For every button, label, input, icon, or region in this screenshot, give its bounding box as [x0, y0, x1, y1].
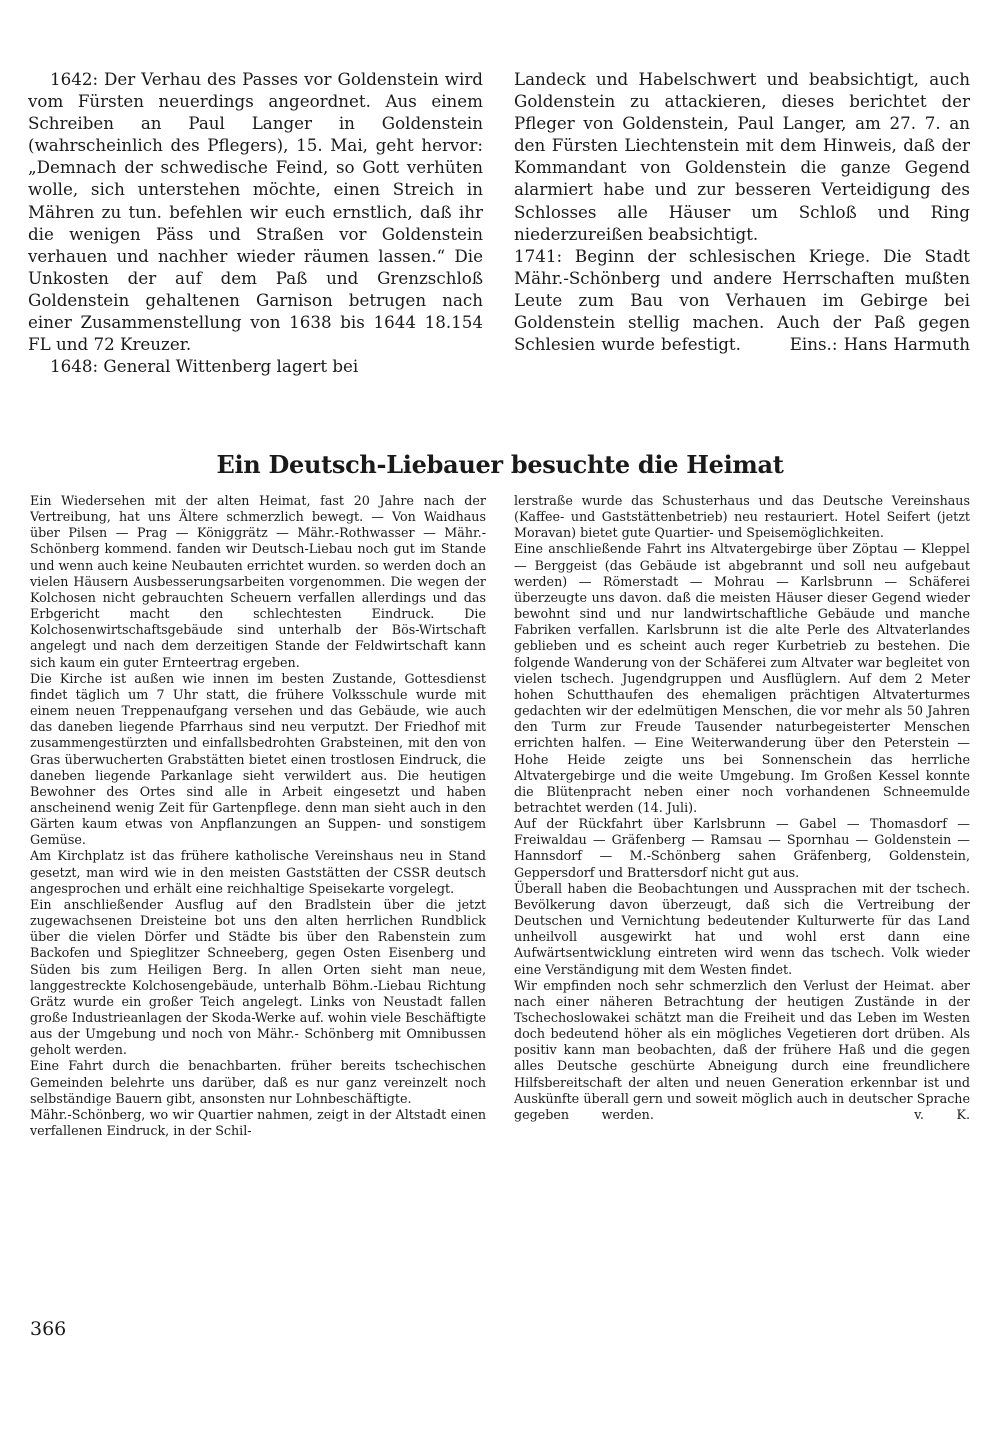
article2-right-column	[514, 493, 970, 1313]
article2-paragraph: Eine Fahrt durch die benachbarten. früher bereits tschechischen Gemeinden belehrte uns darüber, daß es nur ganz vereinzelt noch selbständige Bauern gibt, ansonsten nur Lohnbeschäftigte.	[30, 1058, 486, 1106]
article1-paragraph: 1741: Beginn der schlesischen Kriege. Die Stadt Mähr.-Schönberg und andere Herrschaften mußten Leute zum Bau von Verhauen im Gebirge bei Goldenstein stellig machen. Auch der Paß gegen Schlesien wurde befestigt.	[514, 245, 970, 355]
article2-paragraph: Wir empfinden noch sehr schmerzlich den Verlust der Heimat. aber nach einer näheren Betrachtung der heutigen Zustände in der Tschechoslowakei schätzt man die Freiheit und das Leben im Westen doch bedeutend höher als ein mögliches Vegetieren dort drüben. Als positiv kann man beobachten, daß der frühere Haß und die gegen alles Deutsche geschürte Abneigung durch eine freundlichere Hilfsbereitschaft der alten und neuen Generation erkennbar ist und Auskünfte überall gern und soweit möglich auch in deutscher Sprache gegeben werden.	[514, 977, 970, 1122]
article2-paragraph: Eine anschließende Fahrt ins Altvatergebirge über Zöptau — Kleppel — Berggeist (das Gebäude ist abgebrannt und soll neu aufgebaut werden) — Römerstadt — Mohrau — Karlsbrunn — Schäferei überzeugte uns davon. daß die meisten Häuser dieser Gegend wieder bewohnt sind und nur landwirtschaftliche Gebäude und manche Fabriken verfallen. Karlsbrunn ist die alte Perle des Altvaterlandes geblieben und es scheint auch reger Kurbetrieb zu bestehen. Die folgende Wanderung von der Schäferei zum Altvater war begleitet von vielen tschech. Jugendgruppen und Ausflüglern. Auf dem 2 Meter hohen Schutthaufen des ehemaligen prächtigen Altvaterturmes gedachten wir der edelmütigen Menschen, die vor mehr als 50 Jahren den Turm zur Freude Tausender naturbegeisterter Menschen errichten halfen. — Eine Weiterwanderung über den Peterstein — Hohe Heide zeigte uns bei Sonnenschein das herrliche Altvatergebirge und die weite Umgebung. Im Großen Kessel konnte die Blütenpracht neben einer noch vorhandenen Schneemulde betrachtet werden (14. Juli).	[514, 541, 970, 815]
article1-paragraph: 1642: Der Verhau des Passes vor Goldenstein wird vom Fürsten neuerdings angeordnet. Aus einem Schreiben an Paul Langer in Goldenstein (wahrscheinlich des Pflegers), 15. Mai, geht hervor: „Demnach der schwedische Feind, so Gott verhüten wolle, sich unterstehen möchte, einen Streich in Mähren zu tun. befehlen wir euch ernstlich, daß ihr die wenigen Päss und Straßen vor Goldenstein verhauen und nachher wieder räumen lassen.“ Die Unkosten der auf dem Paß und Grenzschloß Goldenstein gehaltenen Garnison betrugen nach einer Zusammenstellung von 1638 bis 1644 18.154 FL und 72 Kreuzer.	[28, 69, 483, 355]
article2-signature: v. K.	[914, 1106, 970, 1122]
article1-paragraph-with-signature	[514, 245, 970, 355]
article2-paragraph: Mähr.-Schönberg, wo wir Quartier nahmen, zeigt in der Altstadt einen verfallenen Eindruck, in der Schil-	[30, 1106, 486, 1139]
article2-paragraph: lerstraße wurde das Schusterhaus und das Deutsche Vereinshaus (Kaffee- und Gaststättenbetrieb) neu restauriert. Hotel Seifert (jetzt Moravan) bietet gute Quartier- und Speisemöglichkeiten.	[514, 493, 970, 541]
article1-paragraph: Landeck und Habelschwert und beabsichtigt, auch Goldenstein zu attackieren, dieses berichtet der Pfleger von Goldenstein, Paul Langer, am 27. 7. an den Fürsten Liechtenstein mit dem Hinweis, daß der Kommandant von Goldenstein die ganze Gegend alarmiert habe und zur besseren Verteidigung des Schlosses alle Häuser um Schloß und Ring niederzureißen beabsichtigt.	[514, 69, 970, 244]
article2-paragraph: Am Kirchplatz ist das frühere katholische Vereinshaus neu in Stand gesetzt, man wird wie in den meisten Gaststätten der CSSR deutsch angesprochen und erhält eine reichhaltige Speisekarte vorgelegt.	[30, 848, 486, 896]
article2-title: Ein Deutsch-Liebauer besuchte die Heimat	[216, 450, 784, 479]
article2-paragraph: Ein anschließender Ausflug auf den Bradlstein über die jetzt zugewachsenen Dreisteine bot uns den alten herrlichen Rundblick über die vielen Dörfer und Städte bis über den Rabenstein zum Backofen und Spieglitzer Schneeberg, gegen Osten Eisenberg und Süden bis zum Heiligen Berg. In allen Orten sieht man neue, langgestreckte Kolchosengebäude, unterhalb Böhm.-Liebau Richtung Grätz wurde ein großer Teich angelegt. Links von Neustadt fallen große Industrieanlagen der Skoda-Werke auf. wohin viele Beschäftigte aus der Umgebung und noch von Mähr.- Schönberg mit Omnibussen geholt werden.	[30, 896, 486, 1058]
article1-right-column	[514, 68, 970, 428]
article2-paragraph: Überall haben die Beobachtungen und Aussprachen mit der tschech. Bevölkerung davon überzeugt, daß sich die Vertreibung der Deutschen und Vernichtung bedeutender Kulturwerte für das Land unheilvoll ausgewirkt hat und wohl erst dann eine Aufwärtsentwicklung eintreten wird wenn das tschech. Volk wieder eine Verständigung mit dem Westen findet.	[514, 880, 970, 977]
page-number: 366	[30, 1318, 67, 1340]
article1-signature: Eins.: Hans Harmuth	[789, 334, 970, 355]
article2-paragraph: Auf der Rückfahrt über Karlsbrunn — Gabel — Thomasdorf — Freiwaldau — Gräfenberg — Ramsau — Spornhau — Goldenstein — Hannsdorf — M.-Schönberg sahen Gräfenberg, Goldenstein, Geppersdorf und Brattersdorf nicht gut aus.	[514, 816, 970, 880]
article2-paragraph: Ein Wiedersehen mit der alten Heimat, fast 20 Jahre nach der Vertreibung, hat uns Ältere schmerzlich bewegt. — Von Waidhaus über Pilsen — Prag — Königgrätz — Mähr.-Rothwasser — Mähr.-Schönberg kommend. fanden wir Deutsch-Liebau noch gut im Stande und wenn auch keine Neubauten errichtet wurden. so werden doch an vielen Häusern Ausbesserungsarbeiten vorgenommen. Die wegen der Kolchosen nicht gebrauchten Scheuern verfallen allerdings und das Erbgericht macht den schlechtesten Eindruck. Die Kolchosenwirtschaftsgebäude sind unterhalb der Bös-Wirtschaft angelegt und nach dem derzeitigen Stande der Feldwirtschaft kann sich kaum ein guter Ernteertrag ergeben.	[30, 493, 486, 670]
article1-left-column	[28, 68, 483, 428]
article2-paragraph-with-signature	[514, 978, 970, 1123]
article1-paragraph: 1648: General Wittenberg lagert bei	[50, 356, 359, 377]
article2-left-column	[30, 493, 486, 1313]
article2-paragraph: Die Kirche ist außen wie innen im besten Zustande, Gottesdienst findet täglich um 7 Uhr statt, die frühere Volksschule wurde mit einem neuen Treppenaufgang versehen und das Gebäude, wie auch das daneben liegende Pfarrhaus sind neu verputzt. Der Friedhof mit zusammengestürzten und einfallsbedrohten Grabsteinen, mit den von Gras überwucherten Grabstätten bietet einen trostlosen Eindruck, die daneben liegende Parkanlage sieht verwildert aus. Die heutigen Bewohner des Ortes sind alle in Arbeit eingesetzt und haben anscheinend wenig Zeit für Gartenpflege. denn man sieht auch in den Gärten kaum etwas von Anpflanzungen an Suppen- und sonstigem Gemüse.	[30, 670, 486, 848]
